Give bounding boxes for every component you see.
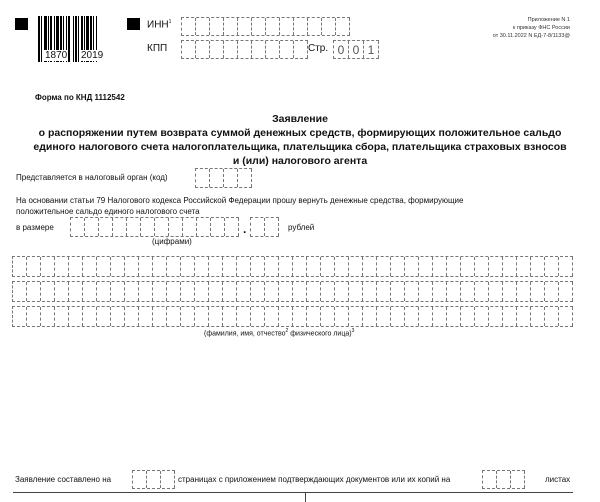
char-cell[interactable] <box>223 282 237 301</box>
char-cell[interactable] <box>224 41 238 58</box>
char-cell[interactable] <box>71 218 85 236</box>
pages-suffix: листах <box>545 475 571 484</box>
char-cell[interactable] <box>41 307 55 326</box>
char-cell[interactable] <box>461 307 475 326</box>
char-cell[interactable] <box>251 218 265 236</box>
char-cell[interactable] <box>83 257 97 276</box>
char-cell[interactable] <box>293 307 307 326</box>
barcode-number-right: 2019 <box>81 50 104 61</box>
char-cell[interactable] <box>195 257 209 276</box>
inn-footnote: 1 <box>168 19 172 25</box>
char-cell[interactable] <box>210 18 224 35</box>
char-cell[interactable] <box>363 282 377 301</box>
pages-middle: страницах с приложением подтверждающих документов или их копий на <box>178 475 451 484</box>
char-cell[interactable] <box>69 282 83 301</box>
char-cell[interactable] <box>13 282 27 301</box>
char-cell[interactable] <box>139 257 153 276</box>
barcode-bar <box>78 16 79 62</box>
amount-rubles-input[interactable] <box>70 217 239 237</box>
char-cell[interactable] <box>391 282 405 301</box>
char-cell[interactable] <box>266 41 280 58</box>
char-cell[interactable] <box>280 41 294 58</box>
page-number <box>333 40 379 59</box>
char-cell[interactable] <box>377 307 391 326</box>
char-cell[interactable] <box>224 169 238 187</box>
char-cell[interactable] <box>517 282 531 301</box>
char-cell[interactable] <box>139 307 153 326</box>
char-cell[interactable] <box>27 257 41 276</box>
char-cell[interactable] <box>99 218 113 236</box>
char-cell[interactable] <box>238 18 252 35</box>
char-cell[interactable] <box>237 307 251 326</box>
appendix-line: Приложение N 1 <box>527 17 570 23</box>
char-cell[interactable] <box>196 18 210 35</box>
char-cell[interactable] <box>210 169 224 187</box>
char-cell[interactable] <box>167 257 181 276</box>
char-cell[interactable] <box>307 307 321 326</box>
char-cell[interactable] <box>433 307 447 326</box>
char-cell[interactable] <box>209 282 223 301</box>
char-cell[interactable] <box>97 307 111 326</box>
char-cell[interactable] <box>336 18 350 35</box>
char-cell[interactable] <box>237 257 251 276</box>
tax-authority-code-input[interactable] <box>195 168 252 188</box>
char-cell[interactable] <box>183 218 197 236</box>
char-cell[interactable] <box>252 18 266 35</box>
char-cell[interactable] <box>125 307 139 326</box>
char-cell[interactable] <box>419 307 433 326</box>
char-cell[interactable] <box>83 282 97 301</box>
char-cell[interactable] <box>433 257 447 276</box>
char-cell[interactable] <box>182 41 196 58</box>
inn-label <box>147 19 171 30</box>
char-cell[interactable] <box>265 257 279 276</box>
document-title <box>0 112 600 168</box>
decimal-point: . <box>243 222 247 236</box>
char-cell[interactable] <box>489 282 503 301</box>
char-cell[interactable] <box>224 18 238 35</box>
char-cell[interactable] <box>111 307 125 326</box>
char-cell[interactable] <box>167 282 181 301</box>
char-cell[interactable] <box>349 282 363 301</box>
char-cell[interactable] <box>433 282 447 301</box>
char-cell[interactable] <box>251 307 265 326</box>
char-cell[interactable] <box>559 307 573 326</box>
char-cell[interactable] <box>280 18 294 35</box>
char-cell[interactable] <box>169 218 183 236</box>
char-cell[interactable] <box>545 257 559 276</box>
kpp-input[interactable] <box>181 40 308 59</box>
page-digit: 1 <box>364 41 379 58</box>
char-cell[interactable] <box>363 307 377 326</box>
char-cell[interactable] <box>489 307 503 326</box>
char-cell[interactable] <box>167 307 181 326</box>
char-cell[interactable] <box>279 282 293 301</box>
char-cell[interactable] <box>545 307 559 326</box>
barcode-bar <box>68 16 70 62</box>
page-digit: 0 <box>334 41 349 58</box>
char-cell[interactable] <box>517 307 531 326</box>
char-cell[interactable] <box>196 169 210 187</box>
char-cell[interactable] <box>405 282 419 301</box>
char-cell[interactable] <box>307 282 321 301</box>
basis-text-line2: положительное сальдо единого налогового счета <box>16 207 200 216</box>
char-cell[interactable] <box>265 218 279 236</box>
char-cell[interactable] <box>252 41 266 58</box>
char-cell[interactable] <box>155 218 169 236</box>
char-cell[interactable] <box>391 257 405 276</box>
char-cell[interactable] <box>27 307 41 326</box>
char-cell[interactable] <box>503 282 517 301</box>
char-cell[interactable] <box>265 307 279 326</box>
char-cell[interactable] <box>209 257 223 276</box>
char-cell[interactable] <box>461 257 475 276</box>
char-cell[interactable] <box>139 282 153 301</box>
char-cell[interactable] <box>279 307 293 326</box>
title-line: и (или) налогового агента <box>232 155 368 167</box>
char-cell[interactable] <box>335 307 349 326</box>
char-cell[interactable] <box>447 257 461 276</box>
char-cell[interactable] <box>307 257 321 276</box>
char-cell[interactable] <box>363 257 377 276</box>
char-cell[interactable] <box>489 257 503 276</box>
pages-prefix: Заявление составлено на <box>15 475 112 484</box>
char-cell[interactable] <box>559 282 573 301</box>
name-input-row-2[interactable] <box>12 281 573 302</box>
char-cell[interactable] <box>153 307 167 326</box>
char-cell[interactable] <box>41 282 55 301</box>
inn-input[interactable] <box>181 17 350 36</box>
char-cell[interactable] <box>223 307 237 326</box>
char-cell[interactable] <box>181 282 195 301</box>
char-cell[interactable] <box>153 257 167 276</box>
char-cell[interactable] <box>13 307 27 326</box>
char-cell[interactable] <box>181 257 195 276</box>
amount-kopecks-input[interactable] <box>250 217 279 237</box>
char-cell[interactable] <box>531 282 545 301</box>
char-cell[interactable] <box>69 257 83 276</box>
char-cell[interactable] <box>153 282 167 301</box>
char-cell[interactable] <box>511 471 525 488</box>
char-cell[interactable] <box>211 218 225 236</box>
pages-count-input[interactable] <box>132 470 175 489</box>
basis-text-line1: На основании статьи 79 Налогового кодекса Российской Федерации прошу вернуть денежные средства, формирующие <box>16 196 464 205</box>
char-cell[interactable] <box>475 257 489 276</box>
char-cell[interactable] <box>55 282 69 301</box>
appendix-line: от 30.11.2022 N ЕД-7-8/1133@ <box>492 33 570 39</box>
char-cell[interactable] <box>133 471 147 488</box>
char-cell[interactable] <box>377 282 391 301</box>
inn-label-text: ИНН <box>147 19 169 31</box>
char-cell[interactable] <box>41 257 55 276</box>
char-cell[interactable] <box>97 257 111 276</box>
char-cell[interactable] <box>475 282 489 301</box>
char-cell[interactable] <box>237 282 251 301</box>
marker-square <box>15 18 28 30</box>
char-cell[interactable] <box>377 257 391 276</box>
barcode-number-left: 1870 <box>45 50 68 61</box>
char-cell[interactable] <box>83 307 97 326</box>
char-cell[interactable] <box>279 257 293 276</box>
marker-square <box>127 18 140 30</box>
char-cell[interactable] <box>225 218 239 236</box>
char-cell[interactable] <box>335 282 349 301</box>
title-line: о распоряжении путем возврата суммой денежных средств, формирующих положительное сальдо <box>38 127 562 139</box>
char-cell[interactable] <box>182 18 196 35</box>
char-cell[interactable] <box>517 257 531 276</box>
char-cell[interactable] <box>503 257 517 276</box>
page-digit: 0 <box>349 41 364 58</box>
char-cell[interactable] <box>419 257 433 276</box>
char-cell[interactable] <box>223 257 237 276</box>
char-cell[interactable] <box>238 169 252 187</box>
char-cell[interactable] <box>321 257 335 276</box>
footnote: 3 <box>351 328 355 334</box>
currency-label: рублей <box>288 223 315 232</box>
char-cell[interactable] <box>497 471 511 488</box>
char-cell[interactable] <box>210 41 224 58</box>
char-cell[interactable] <box>161 471 175 488</box>
char-cell[interactable] <box>531 257 545 276</box>
name-input-row-3[interactable] <box>12 306 573 327</box>
char-cell[interactable] <box>27 282 41 301</box>
char-cell[interactable] <box>447 282 461 301</box>
char-cell[interactable] <box>55 257 69 276</box>
char-cell[interactable] <box>181 307 195 326</box>
char-cell[interactable] <box>308 18 322 35</box>
char-cell[interactable] <box>447 307 461 326</box>
page-label: Стр. <box>308 43 329 54</box>
char-cell[interactable] <box>197 218 211 236</box>
char-cell[interactable] <box>335 257 349 276</box>
char-cell[interactable] <box>55 307 69 326</box>
divider-vertical <box>305 492 306 502</box>
char-cell[interactable] <box>405 257 419 276</box>
char-cell[interactable] <box>195 307 209 326</box>
footnote: 2 <box>285 328 289 334</box>
name-input-row-1[interactable] <box>12 256 573 277</box>
amount-label: в размере <box>16 223 54 232</box>
char-cell[interactable] <box>321 282 335 301</box>
char-cell[interactable] <box>349 257 363 276</box>
name-caption-text: физического лица) <box>288 330 352 338</box>
char-cell[interactable] <box>13 257 27 276</box>
char-cell[interactable] <box>238 41 252 58</box>
char-cell[interactable] <box>111 257 125 276</box>
char-cell[interactable] <box>461 282 475 301</box>
char-cell[interactable] <box>195 282 209 301</box>
char-cell[interactable] <box>293 282 307 301</box>
char-cell[interactable] <box>251 257 265 276</box>
form-code: Форма по КНД 1112542 <box>35 93 125 102</box>
char-cell[interactable] <box>209 307 223 326</box>
char-cell[interactable] <box>266 18 280 35</box>
char-cell[interactable] <box>97 282 111 301</box>
char-cell[interactable] <box>503 307 517 326</box>
char-cell[interactable] <box>475 307 489 326</box>
char-cell[interactable] <box>322 18 336 35</box>
name-caption-text: (фамилия, имя, отчество <box>204 330 286 338</box>
barcode-bar <box>75 16 77 62</box>
char-cell[interactable] <box>196 41 210 58</box>
char-cell[interactable] <box>531 307 545 326</box>
barcode-bar <box>73 16 74 62</box>
barcode-bar <box>38 16 40 62</box>
char-cell[interactable] <box>349 307 363 326</box>
attachment-sheets-input[interactable] <box>482 470 525 489</box>
char-cell[interactable] <box>85 218 99 236</box>
tax-authority-label: Представляется в налоговый орган (код) <box>16 173 168 182</box>
char-cell[interactable] <box>69 307 83 326</box>
appendix-line: к приказу ФНС России <box>512 25 570 31</box>
char-cell[interactable] <box>391 307 405 326</box>
kpp-label: КПП <box>147 43 168 54</box>
char-cell[interactable] <box>127 218 141 236</box>
digits-caption: (цифрами) <box>152 237 192 246</box>
char-cell[interactable] <box>125 257 139 276</box>
appendix-note <box>493 16 570 40</box>
char-cell[interactable] <box>545 282 559 301</box>
barcode-bar <box>41 16 42 62</box>
title-line: единого налогового счета налогоплательщика, плательщика сбора, плательщика страховых взносов <box>33 141 567 153</box>
char-cell[interactable] <box>147 471 161 488</box>
char-cell[interactable] <box>125 282 139 301</box>
char-cell[interactable] <box>483 471 497 488</box>
divider <box>13 492 573 493</box>
char-cell[interactable] <box>321 307 335 326</box>
char-cell[interactable] <box>294 18 308 35</box>
char-cell[interactable] <box>294 41 308 58</box>
char-cell[interactable] <box>265 282 279 301</box>
name-caption <box>204 328 354 337</box>
char-cell[interactable] <box>113 218 127 236</box>
char-cell[interactable] <box>111 282 125 301</box>
char-cell[interactable] <box>141 218 155 236</box>
char-cell[interactable] <box>419 282 433 301</box>
char-cell[interactable] <box>559 257 573 276</box>
char-cell[interactable] <box>251 282 265 301</box>
char-cell[interactable] <box>405 307 419 326</box>
char-cell[interactable] <box>293 257 307 276</box>
title-line: Заявление <box>272 113 328 125</box>
